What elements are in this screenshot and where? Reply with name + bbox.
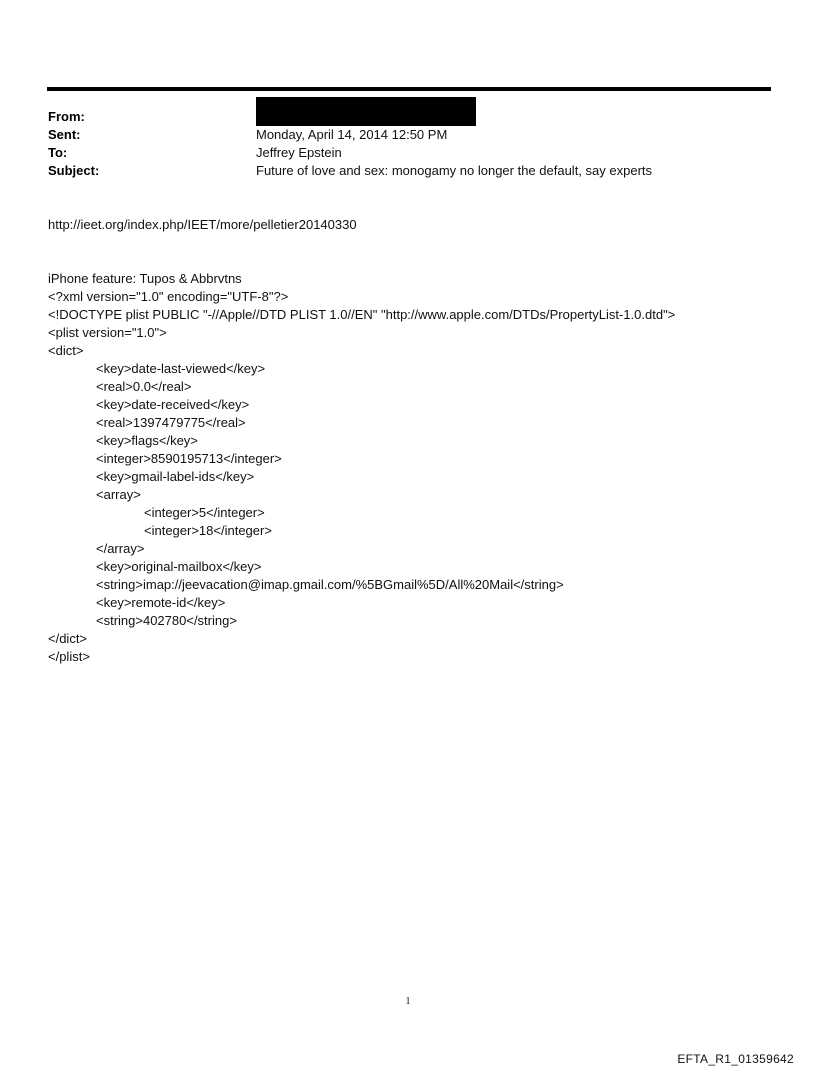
header-rule (47, 87, 771, 91)
body-line: <key>date-received</key> (96, 397, 250, 412)
body-line: <integer>8590195713</integer> (96, 451, 282, 466)
subject-row (48, 162, 768, 180)
body-line: </dict> (48, 631, 88, 646)
body-line: <string>402780</string> (96, 613, 237, 628)
to-row (48, 144, 768, 162)
body-line: </plist> (48, 649, 90, 664)
body-line: <key>gmail-label-ids</key> (96, 469, 255, 484)
body-line: <string>imap://jeevacation@imap.gmail.com/%5BGmail%5D/All%20Mail</string> (96, 577, 564, 592)
sent-value: Monday, April 14, 2014 12:50 PM (256, 127, 448, 142)
article-url: http://ieet.org/index.php/IEET/more/pelletier20140330 (48, 217, 357, 232)
document-id: EFTA_R1_01359642 (677, 1052, 794, 1066)
page-number: 1 (405, 996, 411, 1007)
body-line: <dict> (48, 343, 84, 358)
body-line: <plist version="1.0"> (48, 325, 167, 340)
from-label: From: (48, 109, 85, 124)
subject-value: Future of love and sex: monogamy no longer the default, say experts (256, 163, 653, 178)
email-body (48, 270, 675, 666)
body-line: <array> (96, 487, 141, 502)
body-line: <?xml version="1.0" encoding="UTF-8"?> (48, 289, 289, 304)
body-line: <integer>5</integer> (144, 505, 265, 520)
to-value: Jeffrey Epstein (256, 145, 342, 160)
body-line: <key>flags</key> (96, 433, 198, 448)
body-line: iPhone feature: Tupos & Abbrvtns (48, 271, 242, 286)
body-line: </array> (96, 541, 145, 556)
body-line: <key>remote-id</key> (96, 595, 226, 610)
body-line: <integer>18</integer> (144, 523, 272, 538)
body-line: <!DOCTYPE plist PUBLIC "-//Apple//DTD PLIST 1.0//EN" "http://www.apple.com/DTDs/PropertyList-1.0.dtd"> (48, 307, 676, 322)
to-label: To: (48, 145, 68, 160)
sent-row (48, 126, 768, 144)
body-line: <key>original-mailbox</key> (96, 559, 262, 574)
redaction-block (256, 97, 476, 126)
body-line: <key>date-last-viewed</key> (96, 361, 266, 376)
sent-label: Sent: (48, 127, 81, 142)
body-line: <real>0.0</real> (96, 379, 192, 394)
body-line: <real>1397479775</real> (96, 415, 246, 430)
subject-label: Subject: (48, 163, 100, 178)
